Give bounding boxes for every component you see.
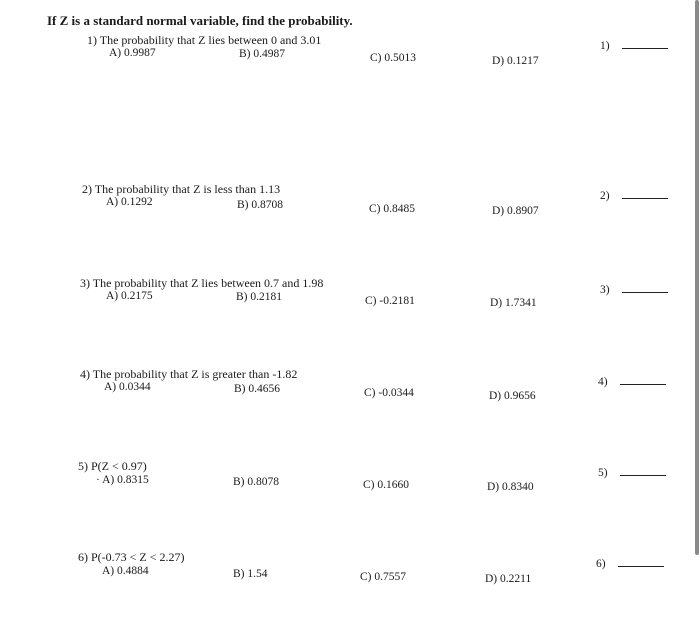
answer-line bbox=[622, 47, 668, 49]
option-a: · A) 0.8315 bbox=[96, 474, 149, 486]
option-b: B) 0.4987 bbox=[239, 48, 285, 60]
option-a: A) 0.0344 bbox=[104, 381, 151, 393]
vertical-scrollbar[interactable] bbox=[695, 0, 699, 555]
answer-line bbox=[620, 474, 666, 476]
option-c: C) -0.0344 bbox=[364, 387, 414, 399]
question-text: 4) The probability that Z is greater than -1.82 bbox=[80, 367, 298, 381]
answer-label: 1) bbox=[600, 40, 610, 52]
option-c: C) 0.8485 bbox=[369, 203, 415, 215]
answer-blank[interactable] bbox=[596, 558, 664, 570]
question-text: 6) P(-0.73 < Z < 2.27) bbox=[78, 550, 185, 564]
answer-line bbox=[622, 291, 668, 293]
answer-label: 4) bbox=[598, 376, 608, 388]
answer-blank[interactable] bbox=[600, 40, 668, 52]
question-text: 1) The probability that Z lies between 0 and 3.01 bbox=[87, 33, 322, 47]
option-b: B) 0.4656 bbox=[234, 383, 280, 395]
option-a: A) 0.4884 bbox=[102, 565, 149, 577]
answer-label: 5) bbox=[598, 467, 608, 479]
option-c: C) 0.5013 bbox=[370, 52, 416, 64]
option-d: D) 0.2211 bbox=[485, 573, 532, 585]
option-a: A) 0.1292 bbox=[106, 196, 153, 208]
option-d: D) 1.7341 bbox=[490, 297, 537, 309]
answer-blank[interactable] bbox=[598, 467, 666, 479]
option-a: A) 0.9987 bbox=[109, 47, 156, 59]
answer-label: 2) bbox=[600, 190, 610, 202]
option-c: C) -0.2181 bbox=[365, 295, 415, 307]
instruction-heading: If Z is a standard normal variable, find the probability. bbox=[47, 13, 353, 28]
question-text: 2) The probability that Z is less than 1.13 bbox=[82, 182, 281, 196]
option-a: A) 0.2175 bbox=[106, 290, 153, 302]
answer-blank[interactable] bbox=[600, 190, 668, 202]
option-b: B) 0.8708 bbox=[237, 199, 283, 211]
option-d: D) 0.1217 bbox=[492, 55, 539, 67]
answer-label: 3) bbox=[600, 284, 610, 296]
answer-line bbox=[622, 197, 668, 199]
option-d: D) 0.8340 bbox=[487, 481, 534, 493]
option-c: C) 0.7557 bbox=[360, 571, 406, 583]
question-text: 3) The probability that Z lies between 0.7 and 1.98 bbox=[80, 276, 324, 290]
option-b: B) 0.8078 bbox=[233, 476, 279, 488]
option-c: C) 0.1660 bbox=[363, 479, 409, 491]
option-d: D) 0.9656 bbox=[489, 390, 536, 402]
question-text: 5) P(Z < 0.97) bbox=[78, 459, 147, 473]
option-d: D) 0.8907 bbox=[492, 205, 539, 217]
answer-line bbox=[620, 383, 666, 385]
answer-blank[interactable] bbox=[600, 284, 668, 296]
option-b: B) 1.54 bbox=[233, 568, 268, 580]
option-b: B) 0.2181 bbox=[236, 291, 282, 303]
answer-line bbox=[618, 565, 664, 567]
answer-label: 6) bbox=[596, 558, 606, 570]
answer-blank[interactable] bbox=[598, 376, 666, 388]
